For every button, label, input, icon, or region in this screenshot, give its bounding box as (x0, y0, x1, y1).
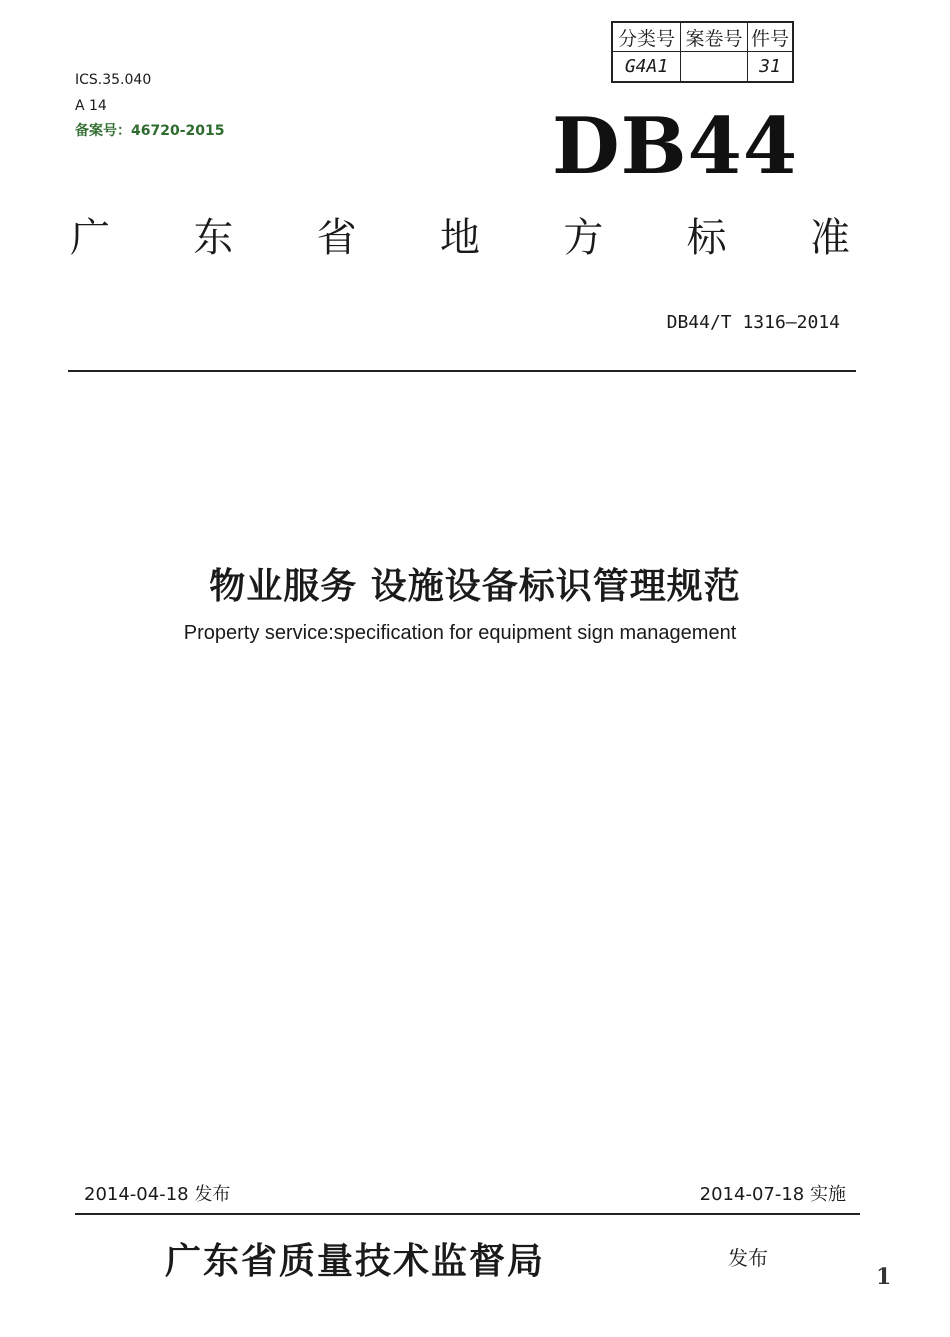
ics-code: ICS.35.040 (75, 72, 152, 88)
stamp-header-category: 分类号 (613, 23, 681, 52)
standard-type-char: 方 (563, 215, 604, 261)
db44-logo: DB44 (552, 101, 799, 192)
page-number: 1 (876, 1264, 892, 1290)
stamp-header-volume: 案卷号 (681, 23, 748, 52)
stamp-value-item: 31 (759, 56, 781, 77)
issue-date: 2014-04-18 发布 (84, 1184, 231, 1205)
document-title-chinese: 物业服务 设施设备标识管理规范 (209, 566, 741, 607)
standard-type-char: 地 (439, 215, 480, 261)
record-number: 备案号：46720-2015 (75, 123, 225, 139)
stamp-header-item: 件号 (748, 23, 792, 52)
footer-divider (75, 1213, 860, 1215)
document-title-english: Property service:specification for equipment sign management (183, 622, 737, 644)
issuer-label: 发布 (728, 1246, 768, 1270)
classification-code: A 14 (75, 98, 107, 114)
standard-type-char: 准 (809, 215, 850, 261)
implementation-date: 2014-07-18 实施 (699, 1184, 846, 1205)
standard-type-char: 广 (70, 215, 110, 261)
archive-stamp-table (611, 21, 794, 83)
standard-type-heading (70, 215, 850, 261)
stamp-value-category: G4A1 (613, 52, 681, 81)
stamp-value-volume (681, 52, 748, 81)
issuing-authority: 广东省质量技术监督局 (165, 1240, 546, 1282)
standard-type-char: 东 (193, 215, 234, 261)
header-divider (68, 370, 856, 372)
standard-number: DB44/T 1316—2014 (666, 312, 840, 333)
standard-type-char: 省 (316, 215, 357, 261)
standard-type-char: 标 (686, 215, 727, 261)
